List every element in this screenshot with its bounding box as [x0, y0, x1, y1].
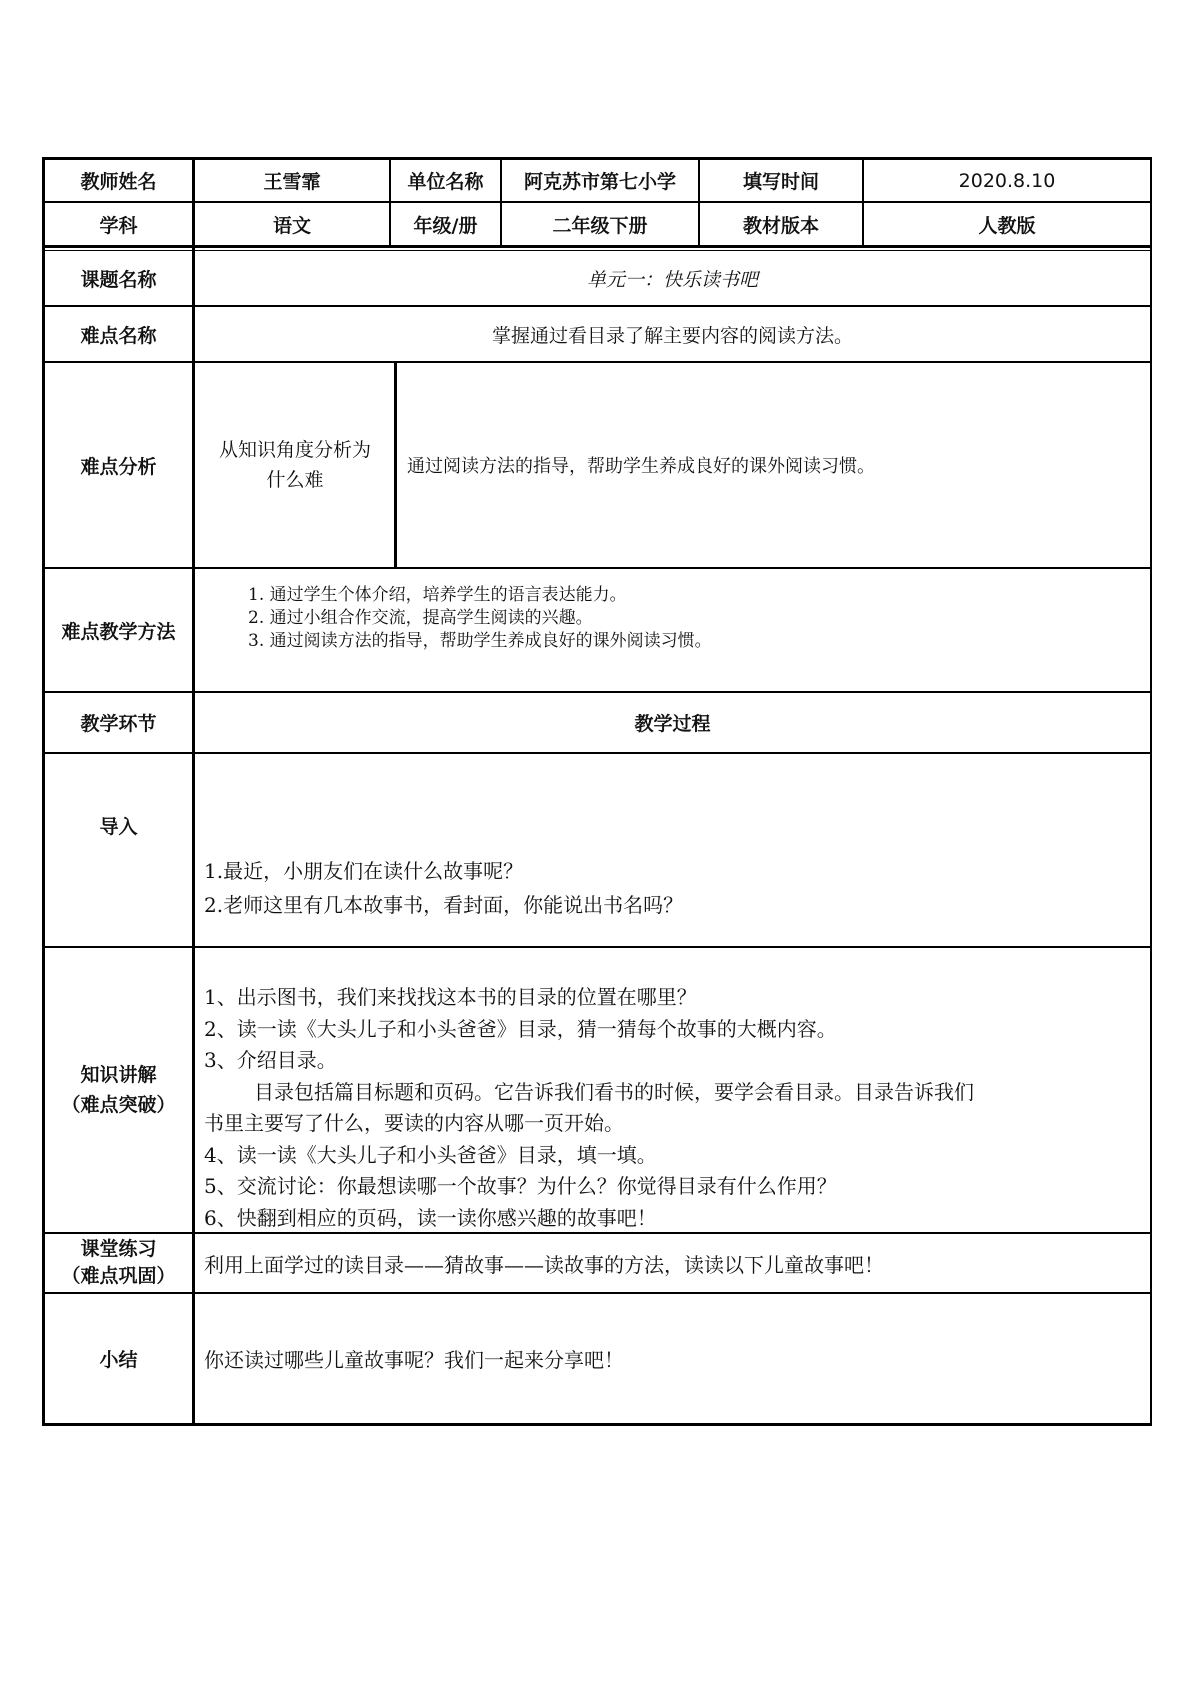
subject-label: 学科: [99, 214, 138, 237]
table-border-bottom: [42, 1423, 1152, 1426]
methods-item: 3. 通过阅读方法的指导，帮助学生养成良好的课外阅读习惯。: [248, 631, 712, 651]
analysis-label-text: 难点分析: [80, 455, 157, 478]
unit-value: 阿克苏市第七小学: [523, 171, 676, 193]
knowledge-line: 5、交流讨论：你最想读哪一个故事？为什么？你觉得目录有什么作用？: [204, 1174, 837, 1198]
difficulty-label: 难点名称: [80, 324, 157, 347]
analysis-sub-label-text: 从知识角度分析为什么难: [218, 439, 371, 491]
analysis-value: [397, 363, 1147, 567]
intro-line: 2.老师这里有几本故事书，看封面，你能说出书名吗？: [204, 893, 684, 917]
grade-value: 二年级下册: [552, 214, 648, 237]
unit-label: 单位名称: [407, 171, 484, 193]
date-label: 填写时间: [742, 171, 819, 193]
methods-item: 2. 通过小组合作交流，提高学生阅读的兴趣。: [248, 608, 593, 628]
edition-value: 人教版: [978, 214, 1036, 237]
practice-value-text: 利用上面学过的读目录——猜故事——读故事的方法，读读以下儿童故事吧！: [204, 1252, 884, 1277]
practice-label: [45, 1234, 192, 1292]
process-content-header: 教学过程: [634, 713, 711, 735]
teacher-value: 王雪霏: [263, 171, 321, 193]
knowledge-line: 目录包括篇目标题和页码。它告诉我们看书的时候，要学会看目录。目录告诉我们: [254, 1079, 974, 1104]
process-stage-header: 教学环节: [80, 713, 157, 735]
intro-content: [204, 854, 683, 922]
summary-label: 小结: [99, 1349, 138, 1371]
difficulty-value: 掌握通过看目录了解主要内容的阅读方法。: [491, 324, 853, 347]
grade-label: 年级/册: [413, 214, 478, 237]
analysis-sub-label: [200, 363, 390, 567]
knowledge-label-line: （难点突破）: [61, 1094, 176, 1116]
subject-value: 语文: [272, 214, 311, 237]
practice-value: [195, 1234, 1150, 1292]
summary-value-text: 你还读过哪些儿童故事呢？我们一起来分享吧！: [204, 1348, 624, 1372]
practice-label-line: （难点巩固）: [61, 1265, 176, 1287]
intro-line: 1.最近，小朋友们在读什么故事呢？: [204, 859, 524, 883]
knowledge-line: 书里主要写了什么，要读的内容从哪一页开始。: [204, 1111, 624, 1135]
knowledge-line: 1、出示图书，我们来找找这本书的目录的位置在哪里？: [204, 985, 697, 1009]
knowledge-line: 4、读一读《大头儿子和小头爸爸》目录，填一填。: [204, 1142, 657, 1167]
row-divider: [42, 752, 1152, 754]
row-divider: [42, 567, 1152, 569]
methods-label: 难点教学方法: [61, 620, 176, 643]
knowledge-line: 3、介绍目录。: [204, 1048, 337, 1072]
practice-label-line: 课堂练习: [80, 1238, 157, 1260]
teacher-label: 教师姓名: [80, 171, 157, 193]
edition-label: 教材版本: [742, 214, 819, 237]
knowledge-label: [45, 948, 192, 1232]
date-value: 2020.8.10: [958, 169, 1056, 192]
methods-item: 1. 通过学生个体介绍，培养学生的语言表达能力。: [248, 585, 627, 605]
intro-label: 导入: [99, 815, 138, 838]
row-divider: [42, 946, 1152, 948]
table-border-right: [1150, 157, 1152, 1426]
topic-value: 单元一：快乐读书吧: [586, 268, 758, 291]
knowledge-label-line: 知识讲解: [80, 1064, 157, 1086]
knowledge-content: [204, 982, 974, 1234]
row-divider: [42, 245, 1152, 248]
topic-label: 课题名称: [80, 268, 157, 291]
knowledge-line: 2、读一读《大头儿子和小头爸爸》目录，猜一猜每个故事的大概内容。: [204, 1016, 837, 1041]
analysis-value-text: 通过阅读方法的指导，帮助学生养成良好的课外阅读习惯。: [407, 456, 875, 477]
methods-list: [248, 584, 712, 653]
summary-value: [195, 1294, 1150, 1423]
knowledge-line: 6、快翻到相应的页码，读一读你感兴趣的故事吧！: [204, 1205, 657, 1230]
analysis-label: [45, 363, 192, 567]
